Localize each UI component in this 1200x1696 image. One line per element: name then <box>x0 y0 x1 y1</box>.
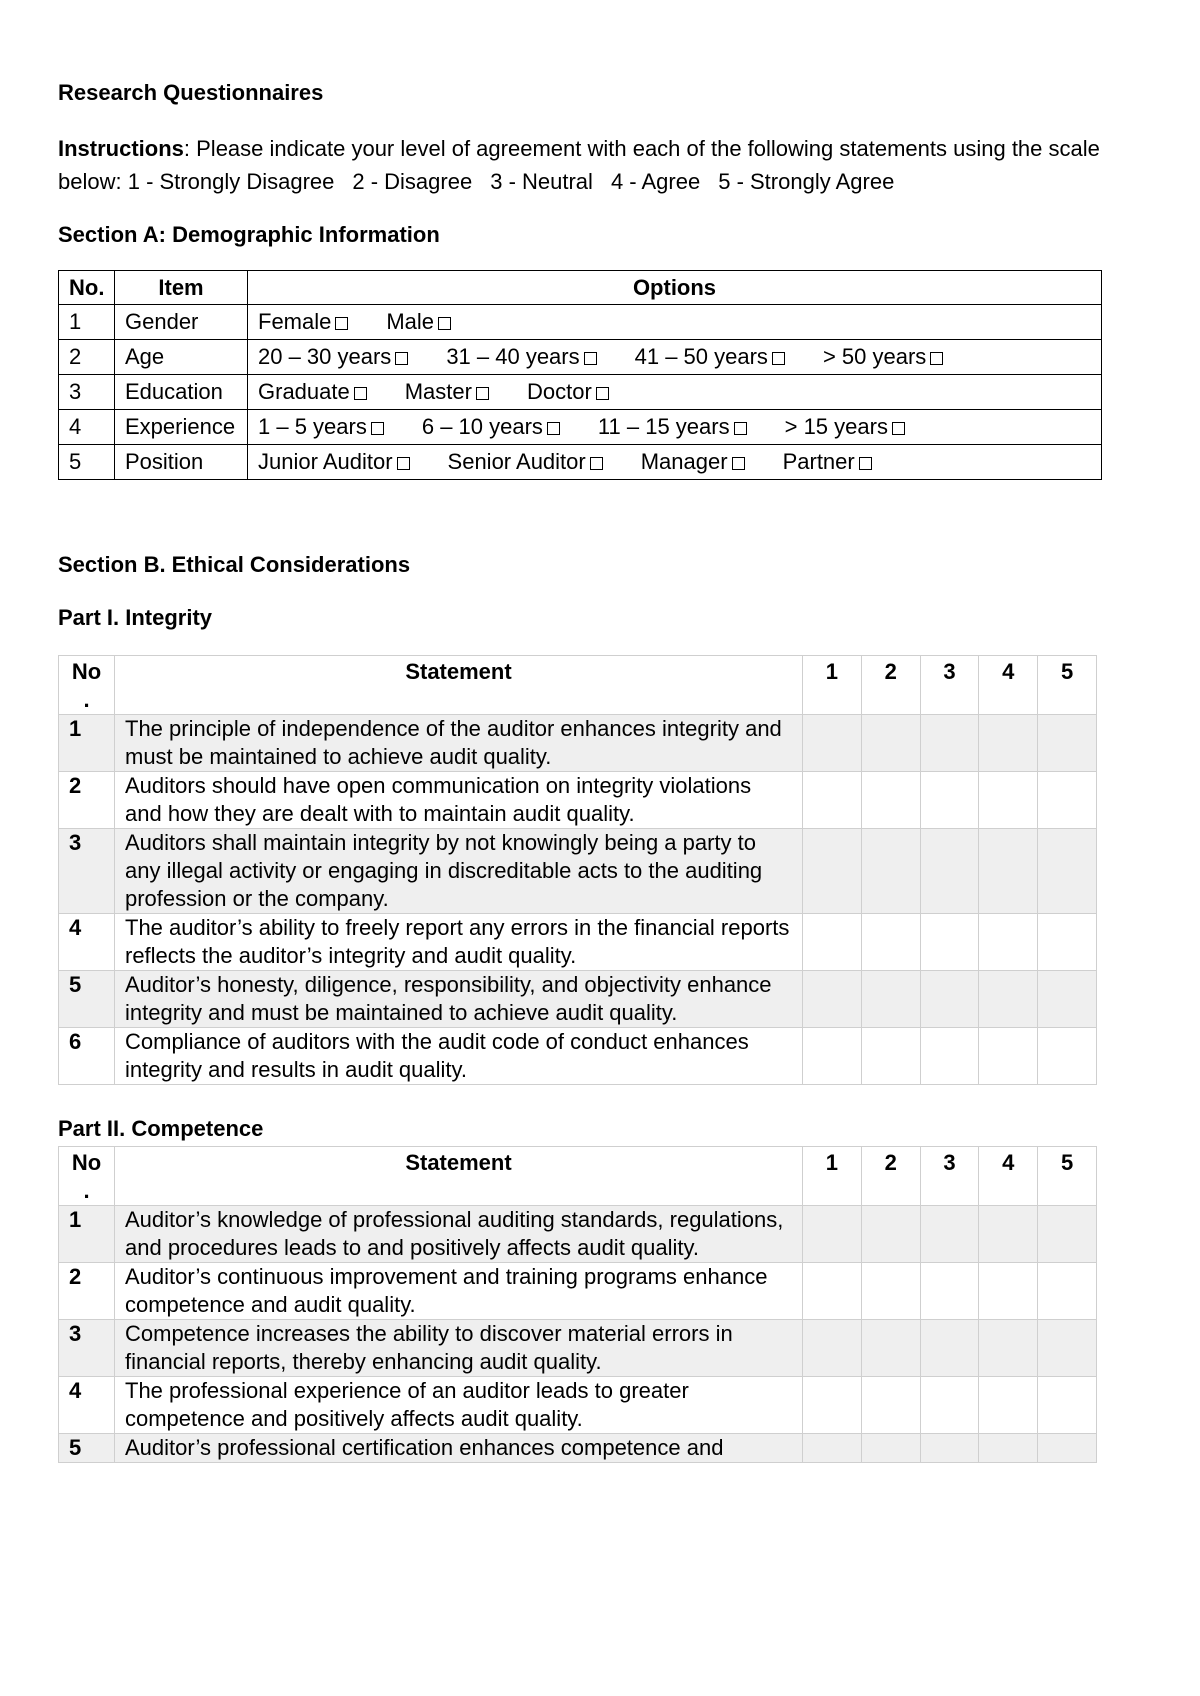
rating-cell[interactable] <box>1038 1434 1097 1463</box>
rating-cell[interactable] <box>803 1377 862 1434</box>
checkbox[interactable] <box>732 457 745 470</box>
option <box>783 445 872 479</box>
statement-text: Auditor’s continuous improvement and training programs enhance competence and audit quality. <box>115 1263 803 1320</box>
rating-cell[interactable] <box>920 829 979 914</box>
statement-row <box>59 1263 1097 1320</box>
rating-cell[interactable] <box>979 829 1038 914</box>
statement-row <box>59 1434 1097 1463</box>
option-label: Senior Auditor <box>447 449 586 474</box>
rating-cell[interactable] <box>1038 1028 1097 1085</box>
rating-cell[interactable] <box>861 829 920 914</box>
row-number: 5 <box>59 445 115 480</box>
header-scale: 4 <box>979 1147 1038 1206</box>
option <box>422 410 560 444</box>
statement-row <box>59 772 1097 829</box>
rating-cell[interactable] <box>861 1028 920 1085</box>
rating-cell[interactable] <box>803 914 862 971</box>
row-options <box>248 305 1102 340</box>
instructions-label: Instructions <box>58 136 184 161</box>
statement-row <box>59 1206 1097 1263</box>
rating-cell[interactable] <box>1038 1206 1097 1263</box>
option <box>405 375 489 409</box>
header-scale: 5 <box>1038 1147 1097 1206</box>
rating-cell[interactable] <box>803 971 862 1028</box>
statement-text: Auditors should have open communication on integrity violations and how they are dealt with to maintain audit quality. <box>115 772 803 829</box>
rating-cell[interactable] <box>920 772 979 829</box>
row-item: Experience <box>115 410 248 445</box>
header-no <box>59 656 115 715</box>
demographic-header-row <box>59 271 1102 305</box>
row-item: Education <box>115 375 248 410</box>
option <box>823 340 943 374</box>
option-label: Doctor <box>526 379 592 404</box>
statement-row <box>59 715 1097 772</box>
option <box>448 445 603 479</box>
checkbox[interactable] <box>930 352 943 365</box>
rating-cell[interactable] <box>979 914 1038 971</box>
scale-item: 5 - Strongly Agree <box>718 169 895 194</box>
option-label: Partner <box>782 449 855 474</box>
row-number: 2 <box>59 340 115 375</box>
row-item: Age <box>115 340 248 375</box>
option <box>598 410 747 444</box>
rating-cell[interactable] <box>979 971 1038 1028</box>
demographic-row <box>59 305 1102 340</box>
option <box>258 305 348 339</box>
rating-cell[interactable] <box>803 772 862 829</box>
rating-cell[interactable] <box>979 1263 1038 1320</box>
option-label: 6 – 10 years <box>421 414 543 439</box>
checkbox[interactable] <box>354 387 367 400</box>
checkbox[interactable] <box>395 352 408 365</box>
rating-cell[interactable] <box>920 1028 979 1085</box>
rating-cell[interactable] <box>1038 1320 1097 1377</box>
document-page <box>58 78 1148 1463</box>
instructions <box>58 132 1158 198</box>
option <box>446 340 596 374</box>
row-item: Gender <box>115 305 248 340</box>
option <box>641 445 745 479</box>
scale-list <box>128 169 913 194</box>
rating-cell[interactable] <box>979 1377 1038 1434</box>
option-label: 31 – 40 years <box>446 344 580 369</box>
statement-row <box>59 1028 1097 1085</box>
scale-item: 2 - Disagree <box>352 169 473 194</box>
statement-number: 4 <box>59 1377 115 1434</box>
checkbox[interactable] <box>547 422 560 435</box>
rating-cell[interactable] <box>1038 1377 1097 1434</box>
row-number: 4 <box>59 410 115 445</box>
rating-cell[interactable] <box>803 1028 862 1085</box>
row-options <box>248 445 1102 480</box>
statement-number: 1 <box>59 1206 115 1263</box>
statement-text: The principle of independence of the auditor enhances integrity and must be maintained to achieve audit quality. <box>115 715 803 772</box>
checkbox[interactable] <box>584 352 597 365</box>
option-label: 20 – 30 years <box>258 344 392 369</box>
rating-cell[interactable] <box>979 1434 1038 1463</box>
header-options: Options <box>248 271 1102 305</box>
rating-cell[interactable] <box>1038 772 1097 829</box>
rating-cell[interactable] <box>920 1320 979 1377</box>
rating-cell[interactable] <box>861 971 920 1028</box>
checkbox[interactable] <box>734 422 747 435</box>
checkbox[interactable] <box>397 457 410 470</box>
header-statement: Statement <box>115 1147 803 1206</box>
option-label: Graduate <box>258 379 350 404</box>
row-options <box>248 375 1102 410</box>
statement-text: The auditor’s ability to freely report any errors in the financial reports reflects the auditor’s integrity and audit quality. <box>115 914 803 971</box>
rating-cell[interactable] <box>861 1320 920 1377</box>
scale-item: 3 - Neutral <box>490 169 593 194</box>
option-label: Female <box>258 309 332 334</box>
option-label: 11 – 15 years <box>597 414 730 439</box>
rating-cell[interactable] <box>1038 914 1097 971</box>
statement-number: 5 <box>59 1434 115 1463</box>
rating-cell[interactable] <box>803 829 862 914</box>
rating-cell[interactable] <box>803 1263 862 1320</box>
statement-number: 3 <box>59 829 115 914</box>
rating-cell[interactable] <box>803 715 862 772</box>
rating-cell[interactable] <box>861 914 920 971</box>
scale-item: 4 - Agree <box>610 169 701 194</box>
option-label: Manager <box>640 449 728 474</box>
option-label: 1 – 5 years <box>258 414 367 439</box>
option <box>258 340 408 374</box>
row-number: 1 <box>59 305 115 340</box>
header-no-line2: . <box>83 687 90 712</box>
statement-number: 4 <box>59 914 115 971</box>
header-scale: 1 <box>803 656 862 715</box>
competence-table <box>58 1146 1097 1463</box>
checkbox[interactable] <box>772 352 785 365</box>
checkbox[interactable] <box>596 387 609 400</box>
rating-cell[interactable] <box>803 1434 862 1463</box>
checkbox[interactable] <box>892 422 905 435</box>
rating-cell[interactable] <box>861 1206 920 1263</box>
statement-text: Auditor’s knowledge of professional auditing standards, regulations, and procedures leads to and positively affects audit quality. <box>115 1206 803 1263</box>
checkbox[interactable] <box>438 317 451 330</box>
rating-cell[interactable] <box>920 715 979 772</box>
part1-heading: Part I. Integrity <box>58 605 213 630</box>
option <box>527 375 609 409</box>
statement-number: 6 <box>59 1028 115 1085</box>
checkbox[interactable] <box>476 387 489 400</box>
instructions-text: : Please indicate your level of agreement with each of the following statements using the scale below: <box>58 136 1100 194</box>
option-label: Master <box>404 379 472 404</box>
rating-cell[interactable] <box>920 914 979 971</box>
option-label: 41 – 50 years <box>634 344 768 369</box>
rating-cell[interactable] <box>920 1206 979 1263</box>
statement-row <box>59 971 1097 1028</box>
rating-cell[interactable] <box>1038 1263 1097 1320</box>
header-no-line2: . <box>83 1178 90 1203</box>
checkbox[interactable] <box>335 317 348 330</box>
section-a-heading: Section A: Demographic Information <box>58 222 440 247</box>
rating-cell[interactable] <box>861 715 920 772</box>
rating-cell[interactable] <box>920 1377 979 1434</box>
header-scale: 3 <box>920 1147 979 1206</box>
statement-text: Auditor’s professional certification enhances competence and <box>115 1434 803 1463</box>
checkbox[interactable] <box>371 422 384 435</box>
demographic-table <box>58 270 1102 480</box>
option-label: > 50 years <box>822 344 927 369</box>
header-no-line1: No <box>71 659 102 684</box>
header-scale: 2 <box>861 1147 920 1206</box>
likert-header-row <box>59 656 1097 715</box>
header-scale: 5 <box>1038 656 1097 715</box>
rating-cell[interactable] <box>1038 715 1097 772</box>
demographic-row <box>59 375 1102 410</box>
rating-cell[interactable] <box>979 772 1038 829</box>
option <box>785 410 905 444</box>
statement-number: 2 <box>59 1263 115 1320</box>
section-b-heading: Section B. Ethical Considerations <box>58 552 411 577</box>
rating-cell[interactable] <box>803 1320 862 1377</box>
checkbox[interactable] <box>859 457 872 470</box>
rating-cell[interactable] <box>1038 829 1097 914</box>
rating-cell[interactable] <box>979 1320 1038 1377</box>
statement-text: Auditor’s honesty, diligence, responsibility, and objectivity enhance integrity and must be maintained to achieve audit quality. <box>115 971 803 1028</box>
option-label: Male <box>386 309 435 334</box>
header-scale: 2 <box>861 656 920 715</box>
demographic-row <box>59 340 1102 375</box>
statement-text: Compliance of auditors with the audit code of conduct enhances integrity and results in audit quality. <box>115 1028 803 1085</box>
header-item: Item <box>115 271 248 305</box>
statement-number: 5 <box>59 971 115 1028</box>
option <box>258 375 367 409</box>
header-statement: Statement <box>115 656 803 715</box>
header-scale: 4 <box>979 656 1038 715</box>
header-scale: 3 <box>920 656 979 715</box>
row-number: 3 <box>59 375 115 410</box>
header-scale: 1 <box>803 1147 862 1206</box>
statement-text: Auditors shall maintain integrity by not knowingly being a party to any illegal activity or engaging in discreditable acts to the auditing profession or the company. <box>115 829 803 914</box>
likert-header-row <box>59 1147 1097 1206</box>
statement-text: Competence increases the ability to discover material errors in financial reports, thereby enhancing audit quality. <box>115 1320 803 1377</box>
option <box>386 305 451 339</box>
row-options <box>248 410 1102 445</box>
demographic-row <box>59 445 1102 480</box>
rating-cell[interactable] <box>861 1377 920 1434</box>
rating-cell[interactable] <box>803 1206 862 1263</box>
header-no: No. <box>59 271 115 305</box>
rating-cell[interactable] <box>1038 971 1097 1028</box>
rating-cell[interactable] <box>979 715 1038 772</box>
statement-number: 1 <box>59 715 115 772</box>
rating-cell[interactable] <box>920 1263 979 1320</box>
rating-cell[interactable] <box>920 1434 979 1463</box>
statement-row <box>59 829 1097 914</box>
header-no <box>59 1147 115 1206</box>
row-item: Position <box>115 445 248 480</box>
statement-text: The professional experience of an auditor leads to greater competence and positively affects audit quality. <box>115 1377 803 1434</box>
statement-number: 2 <box>59 772 115 829</box>
part2-heading: Part II. Competence <box>58 1116 264 1141</box>
checkbox[interactable] <box>590 457 603 470</box>
demographic-row <box>59 410 1102 445</box>
statement-row <box>59 1377 1097 1434</box>
rating-cell[interactable] <box>979 1028 1038 1085</box>
header-no-line1: No <box>71 1150 102 1175</box>
rating-cell[interactable] <box>861 1434 920 1463</box>
rating-cell[interactable] <box>861 772 920 829</box>
rating-cell[interactable] <box>920 971 979 1028</box>
option <box>258 445 410 479</box>
option <box>635 340 785 374</box>
rating-cell[interactable] <box>979 1206 1038 1263</box>
integrity-table <box>58 655 1097 1085</box>
statement-row <box>59 1320 1097 1377</box>
option-label: Junior Auditor <box>258 449 393 474</box>
statement-row <box>59 914 1097 971</box>
option-label: > 15 years <box>784 414 888 439</box>
row-options <box>248 340 1102 375</box>
statement-number: 3 <box>59 1320 115 1377</box>
rating-cell[interactable] <box>861 1263 920 1320</box>
scale-item: 1 - Strongly Disagree <box>127 169 335 194</box>
document-title: Research Questionnaires <box>58 80 324 105</box>
option <box>258 410 384 444</box>
